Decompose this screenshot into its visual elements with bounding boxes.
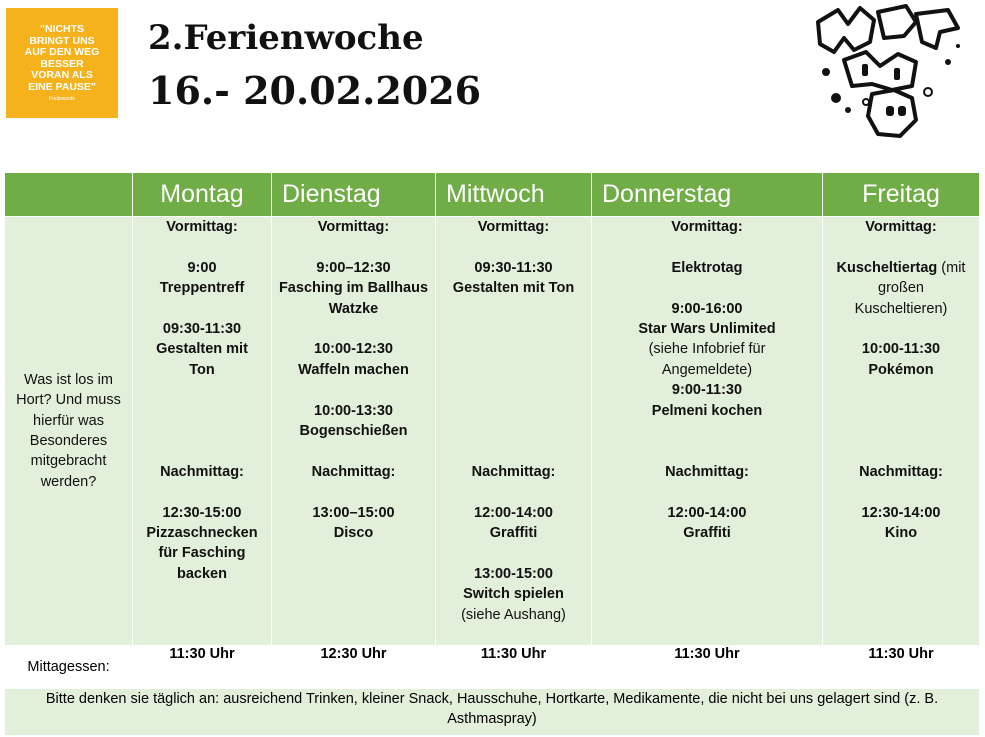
time: 9:00–12:30 <box>316 259 391 276</box>
quote-line: BRINGT UNS <box>29 34 95 47</box>
weekly-schedule-table <box>4 172 980 736</box>
time: 12:00-14:00 <box>474 504 553 521</box>
activity: Kino <box>884 524 918 541</box>
daily-reminder-note: Bitte denken sie täglich an: ausreichend Trinken, kleiner Snack, Hausschuhe, Hortkarte, Medikamente, die nicht bei uns gelagert sind (z. B. Asthmaspray) <box>5 689 980 736</box>
quote-line: VORAN ALS <box>31 69 93 81</box>
lunch-time-wednesday: 11:30 Uhr <box>436 646 592 689</box>
quote-line: EINE PAUSE" <box>28 80 96 93</box>
time: 13:00-15:00 <box>474 565 553 582</box>
activity: Bogenschießen <box>299 423 408 440</box>
quote-author: Freitzwords <box>49 96 75 102</box>
monday-activities <box>133 217 272 646</box>
activity: für Fasching <box>158 545 246 562</box>
lunch-time-monday: 11:30 Uhr <box>133 646 272 689</box>
day-theme-rest: Kuscheltieren) <box>854 300 948 317</box>
day-header-monday: Montag <box>133 173 272 217</box>
time: 12:30-14:00 <box>861 504 941 521</box>
activity: Pokémon <box>868 361 934 378</box>
day-theme: Elektrotag <box>671 259 743 276</box>
time: 09:30-11:30 <box>162 321 242 337</box>
tuesday-activities <box>272 217 436 646</box>
label-vormittag: Vormittag: <box>671 219 743 235</box>
time: 10:00-13:30 <box>314 402 393 419</box>
label-vormittag: Vormittag: <box>865 219 937 235</box>
time: 9:00 <box>187 259 217 276</box>
time: 12:00-14:00 <box>667 504 747 521</box>
page-title: 2.Ferienwoche <box>148 18 424 58</box>
day-header-friday: Freitag <box>823 173 980 217</box>
activity: Watzke <box>328 300 379 317</box>
day-header-wednesday: Mittwoch <box>436 173 592 217</box>
label-nachmittag: Nachmittag: <box>859 463 943 480</box>
activity: Ton <box>189 361 215 378</box>
activity-note: Angemeldete) <box>661 361 753 378</box>
day-theme-rest: (mit <box>937 259 966 276</box>
activity: Disco <box>333 525 374 542</box>
activity: Switch spielen <box>463 586 564 603</box>
thursday-activities <box>592 217 823 646</box>
activity: Pizzaschnecken <box>146 524 258 541</box>
graffiti-hort-logo-icon <box>808 2 968 148</box>
time: 10:00-12:30 <box>314 341 393 358</box>
activity-note: (siehe Aushang) <box>461 606 566 623</box>
time: 13:00–15:00 <box>312 504 395 521</box>
row-question: Was ist los im Hort? Und muss hierfür was Besonderes mitgebracht werden? <box>5 217 133 646</box>
page-date-range: 16.- 20.02.2026 <box>148 68 482 113</box>
lunch-time-friday: 11:30 Uhr <box>823 646 980 689</box>
header-corner <box>5 173 133 217</box>
activity-note: (siehe Infobrief für <box>648 341 766 358</box>
activity: Treppentreff <box>159 280 245 297</box>
activity: Pelmeni kochen <box>651 402 763 419</box>
label-vormittag: Vormittag: <box>477 219 550 235</box>
activity: Graffiti <box>489 524 538 541</box>
activity: Gestalten mit Ton <box>452 280 575 297</box>
activity: Star Wars Unlimited <box>638 321 776 337</box>
lunch-time-thursday: 11:30 Uhr <box>592 646 823 689</box>
label-vormittag: Vormittag: <box>317 219 390 235</box>
activity: Gestalten mit <box>156 341 248 358</box>
quote-line: AUF DEN WEG <box>24 46 100 58</box>
label-nachmittag: Nachmittag: <box>311 463 396 480</box>
activity: Waffeln machen <box>298 361 409 378</box>
day-theme-bold: Kuscheltiertag <box>836 259 938 276</box>
label-nachmittag: Nachmittag: <box>471 463 556 480</box>
day-header-thursday: Donnerstag <box>592 173 823 217</box>
activity: Fasching im Ballhaus <box>278 280 429 297</box>
activity: backen <box>177 565 227 582</box>
day-theme <box>823 258 979 278</box>
friday-activities <box>823 217 980 646</box>
label-nachmittag: Nachmittag: <box>160 463 244 480</box>
lunch-label: Mittagessen: <box>5 646 133 689</box>
time: 09:30-11:30 <box>474 259 553 276</box>
wednesday-activities <box>436 217 592 646</box>
activity: Graffiti <box>683 525 731 542</box>
day-header-tuesday: Dienstag <box>272 173 436 217</box>
time: 9:00-16:00 <box>671 300 743 317</box>
time: 12:30-15:00 <box>162 504 242 521</box>
label-nachmittag: Nachmittag: <box>665 463 749 480</box>
quote-line: BESSER <box>40 57 84 70</box>
label-vormittag: Vormittag: <box>166 219 238 235</box>
day-theme-rest: großen <box>878 280 924 297</box>
time: 9:00-11:30 <box>671 382 743 399</box>
quote-line: "NICHTS <box>39 23 85 35</box>
quote-poster <box>6 8 118 118</box>
lunch-time-tuesday: 12:30 Uhr <box>272 646 436 689</box>
time: 10:00-11:30 <box>861 341 941 358</box>
